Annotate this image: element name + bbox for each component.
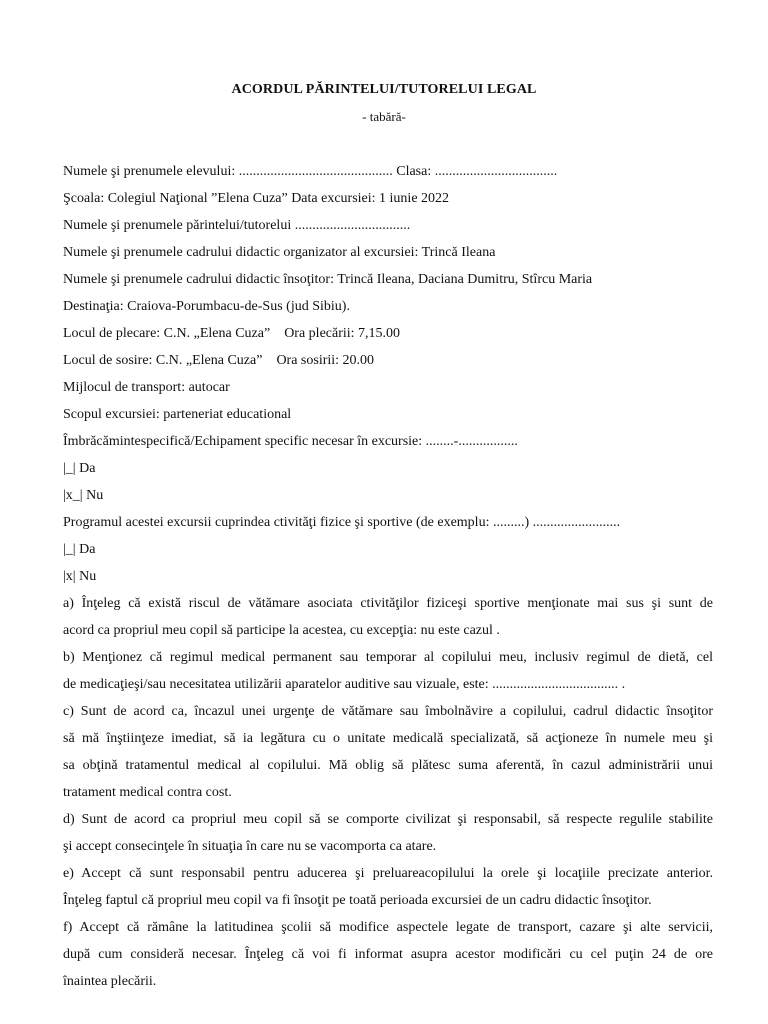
clause-f-line-1: f) Accept că rămâne la latitudinea şcolii să modifice aspectele legate de transport, cazare şi alte servicii, xyxy=(63,920,713,935)
field-arrival-row xyxy=(63,352,374,370)
clause-d-line-2: şi accept consecinţele în situaţia în care nu se vacomporta ca atare. xyxy=(63,839,437,854)
field-school: Şcoala: Colegiul Naţional ”Elena Cuza” Data excursiei: 1 iunie 2022 xyxy=(63,191,450,206)
field-companions: Numele şi prenumele cadrului didactic însoţitor: Trincă Ileana, Daciana Dumitru, Stîrcu Maria xyxy=(63,272,593,287)
field-departure-time: Ora plecării: 7,15.00 xyxy=(284,326,401,341)
field-transport: Mijlocul de transport: autocar xyxy=(63,380,230,395)
field-student-name: Numele şi prenumele elevului: ............................................ Clasa: ................................... xyxy=(63,164,558,179)
clause-f-line-3: înaintea plecării. xyxy=(63,974,157,989)
clause-c-line-4: tratament medical contra cost. xyxy=(63,785,232,800)
clause-c-line-1: c) Sunt de acord ca, încazul unei urgenţe de vătămare sau îmbolnăvire a copilului, cadrul didactic însoţitor xyxy=(63,704,713,719)
program-option-no: |x| Nu xyxy=(63,569,97,584)
clause-b-line-1: b) Menţionez că regimul medical permanent sau temporar al copilului meu, inclusiv regimul de dietă, cel xyxy=(63,650,713,665)
field-program: Programul acestei excursii cuprindea ctivităţi fizice şi sportive (de exemplu: .........) ......................... xyxy=(63,515,621,530)
field-parent-name: Numele şi prenumele părintelui/tutorelui ................................. xyxy=(63,218,411,233)
field-purpose: Scopul excursiei: parteneriat educational xyxy=(63,407,292,422)
field-organizer: Numele şi prenumele cadrului didactic organizator al excursiei: Trincă Ileana xyxy=(63,245,496,260)
clause-a-line-1: a) Înţeleg că există riscul de vătămare asociata ctivităţilor fiziceşi sportive menţionate mai sus şi sunt de xyxy=(63,596,713,611)
program-option-yes: |_| Da xyxy=(63,542,96,557)
clause-d-line-1: d) Sunt de acord ca propriul meu copil să se comporte civilizat şi responsabil, să respecte regulile stabilite xyxy=(63,812,713,827)
clause-e-line-2: Înţeleg faptul că propriul meu copil va fi însoţit pe toată perioada excursiei de un cadru didactic însoţitor. xyxy=(63,893,652,908)
clause-a-line-2: acord ca propriul meu copil să participe la acestea, cu excepţia: nu este cazul . xyxy=(63,623,500,638)
field-arrival-place: Locul de sosire: C.N. „Elena Cuza” xyxy=(63,353,263,368)
field-departure-row xyxy=(63,325,400,343)
clause-c-line-3: sa obţină tratamentul medical al copilului. Mă oblig să plătesc suma aferentă, în cazul administrării unui xyxy=(63,758,713,773)
clause-c-line-2: să mă înştiinţeze imediat, să ia legătura cu o unitate medicală specializată, să acţioneze în numele meu şi xyxy=(63,731,713,746)
document-subtitle: - tabără- xyxy=(362,109,406,124)
clause-f-line-2: după cum consideră necesar. Înţeleg că voi fi informat asupra acestor modificări cu cel puţin 24 de ore xyxy=(63,947,713,962)
field-destination: Destinaţia: Craiova-Porumbacu-de-Sus (jud Sibiu). xyxy=(63,299,350,314)
clause-e-line-1: e) Accept că sunt responsabil pentru aducerea şi preluareacopilului la orele şi locaţiile precizate anterior. xyxy=(63,866,713,881)
field-equipment: Îmbrăcămintespecifică/Echipament specific necesar în excursie: ........-................. xyxy=(63,434,518,449)
equipment-option-yes: |_| Da xyxy=(63,461,96,476)
equipment-option-no: |x_| Nu xyxy=(63,488,104,503)
document-title: ACORDUL PĂRINTELUI/TUTORELUI LEGAL xyxy=(231,82,537,97)
field-arrival-time: Ora sosirii: 20.00 xyxy=(276,353,375,368)
clause-b-line-2: de medicaţieşi/sau necesitatea utilizării aparatelor auditive sau vizuale, este: .................................... . xyxy=(63,677,626,692)
field-departure-place: Locul de plecare: C.N. „Elena Cuza” xyxy=(63,326,271,341)
